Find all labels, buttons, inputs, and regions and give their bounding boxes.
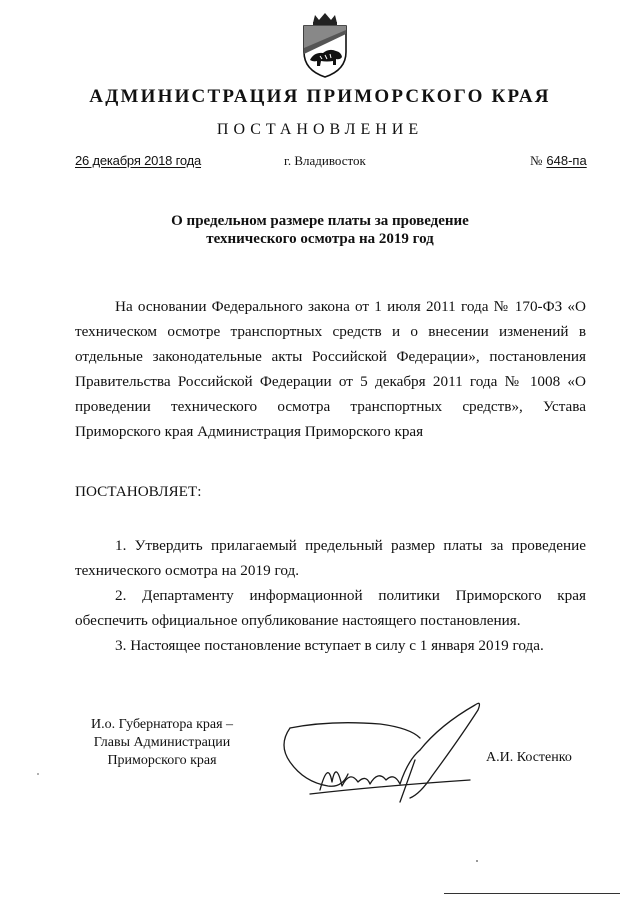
coat-of-arms-icon [296,10,354,80]
signer-name: А.И. Костенко [486,750,572,765]
footer-rule [444,893,620,894]
preamble-paragraph: На основании Федерального закона от 1 июля 2011 года № 170-ФЗ «О техническом осмотре транспортных средств и о внесении изменений в отдельные законодательные акты Российской Федерации», постановления Правительства Российской Федерации от 5 декабря 2011 года № 1008 «О проведении технического осмотра транспортных средств», Устава Приморского края Администрация Приморского края [75,298,586,440]
document-city: г. Владивосток [284,153,366,168]
scan-dot [476,860,478,862]
handwritten-signature-icon [270,690,500,810]
signer-title-line-1: И.о. Губернатора края – [90,717,234,732]
document-date: 26 декабря 2018 года [75,153,202,168]
document-number [530,153,587,169]
subject-line-1: О предельном размере платы за проведение [171,213,469,229]
number-label: № [530,153,543,168]
organization-title: АДМИНИСТРАЦИЯ ПРИМОРСКОГО КРАЯ [89,86,551,107]
resolution-item-3: 3. Настоящее постановление вступает в силу с 1 января 2019 года. [115,637,544,654]
scan-dot [37,773,39,775]
document-subject [140,212,500,248]
resolution-item-2: 2. Департаменту информационной политики Приморского края обеспечить официальное опубликование настоящего постановления. [75,587,586,629]
signer-title [62,716,262,770]
resolution-item-1: 1. Утвердить прилагаемый предельный размер платы за проведение технического осмотра на 2019 год. [75,537,586,579]
resolves-heading: ПОСТАНОВЛЯЕТ: [75,483,202,500]
subject-line-2: технического осмотра на 2019 год [206,231,434,247]
signer-title-line-2: Главы Администрации [93,735,231,750]
number-value: 648-па [546,153,587,168]
signer-title-line-3: Приморского края [107,753,217,768]
document-type: ПОСТАНОВЛЕНИЕ [216,121,424,138]
resolution-items [75,533,586,658]
